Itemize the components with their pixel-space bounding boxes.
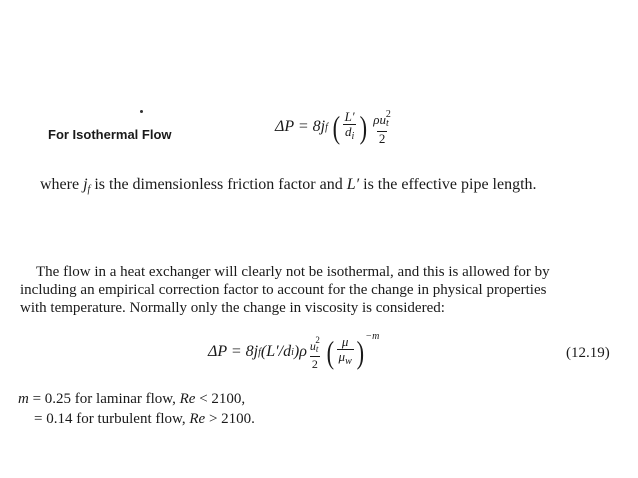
frac2-den: 2 (378, 131, 386, 146)
eq2-jf: j (253, 343, 259, 360)
paragraph-line-1: The flow in a heat exchanger will clearly not be isothermal, and this is allowed for by (36, 264, 550, 280)
eq1-jf: j (320, 118, 326, 135)
frac1-num: L′ (344, 109, 355, 124)
condition-turbulent-re: Re (189, 411, 206, 427)
where-suffix: is the effective pipe length. (359, 176, 537, 193)
eq2-jf-sub: f (258, 346, 261, 358)
where-L: L′ (346, 176, 360, 193)
condition-turbulent-limit: > 2100. (205, 411, 255, 427)
where-prefix: where (40, 176, 84, 193)
mu-den-sub: w (345, 356, 352, 367)
velocity-fraction (308, 333, 322, 371)
mu-left-paren: ( (326, 334, 334, 370)
dynamic-pressure-fraction (371, 108, 393, 146)
condition-turbulent-text: = 0.14 for turbulent flow, (34, 411, 190, 427)
where-jf: j (83, 176, 88, 193)
eq1-lhs: ΔP = 8 (275, 118, 321, 135)
frac1-den: d (344, 124, 352, 139)
pressure-drop-equation (275, 108, 394, 146)
corrected-pressure-drop-equation (208, 333, 379, 371)
mu-den: μ (338, 349, 346, 364)
condition-m: m (18, 391, 29, 407)
frac2-num-sub: t (386, 118, 389, 129)
exponent-conditions (18, 389, 255, 429)
paragraph-line-2: including an empirical correction factor to account for the change in physical properties (20, 282, 547, 298)
eq2-ratio-sub: i (291, 346, 294, 358)
eq2-frac-den: 2 (311, 357, 318, 371)
non-isothermal-paragraph (20, 263, 620, 317)
stray-dot (140, 110, 143, 113)
frac1-den-sub: i (351, 131, 355, 142)
mu-num: μ (341, 334, 349, 349)
eq2-ratio-end: )ρ (293, 343, 307, 360)
eq1-jf-sub: f (325, 121, 328, 133)
eq2-frac-num-sup: 2 (315, 335, 320, 345)
paragraph-line-3: with temperature. Normally only the change in viscosity is considered: (20, 300, 445, 316)
eq2-lhs: ΔP = 8 (208, 343, 254, 360)
mu-right-paren: ) (356, 334, 364, 370)
viscosity-ratio (337, 335, 354, 369)
condition-laminar-limit: < 2100, (195, 391, 246, 407)
condition-laminar-text: = 0.25 for laminar flow, (28, 391, 180, 407)
eq2-frac-num: u (309, 339, 316, 353)
where-jf-sub: f (87, 184, 91, 195)
where-middle: is the dimensionless friction factor and (90, 176, 347, 193)
left-paren: ( (332, 109, 340, 145)
eq2-frac-num-sub: t (315, 344, 319, 354)
where-line (40, 176, 537, 195)
viscosity-exponent: −m (365, 331, 380, 342)
laminar-condition (18, 389, 255, 409)
length-diameter-fraction (343, 110, 357, 144)
condition-laminar-re: Re (179, 391, 196, 407)
frac2-num: ρu (373, 112, 387, 127)
right-paren: ) (359, 109, 367, 145)
isothermal-flow-label: For Isothermal Flow (48, 127, 172, 142)
turbulent-condition (18, 409, 255, 429)
frac2-num-sup: 2 (385, 109, 391, 120)
equation-number: (12.19) (566, 345, 610, 361)
eq2-ratio: (L′/d (260, 343, 292, 360)
